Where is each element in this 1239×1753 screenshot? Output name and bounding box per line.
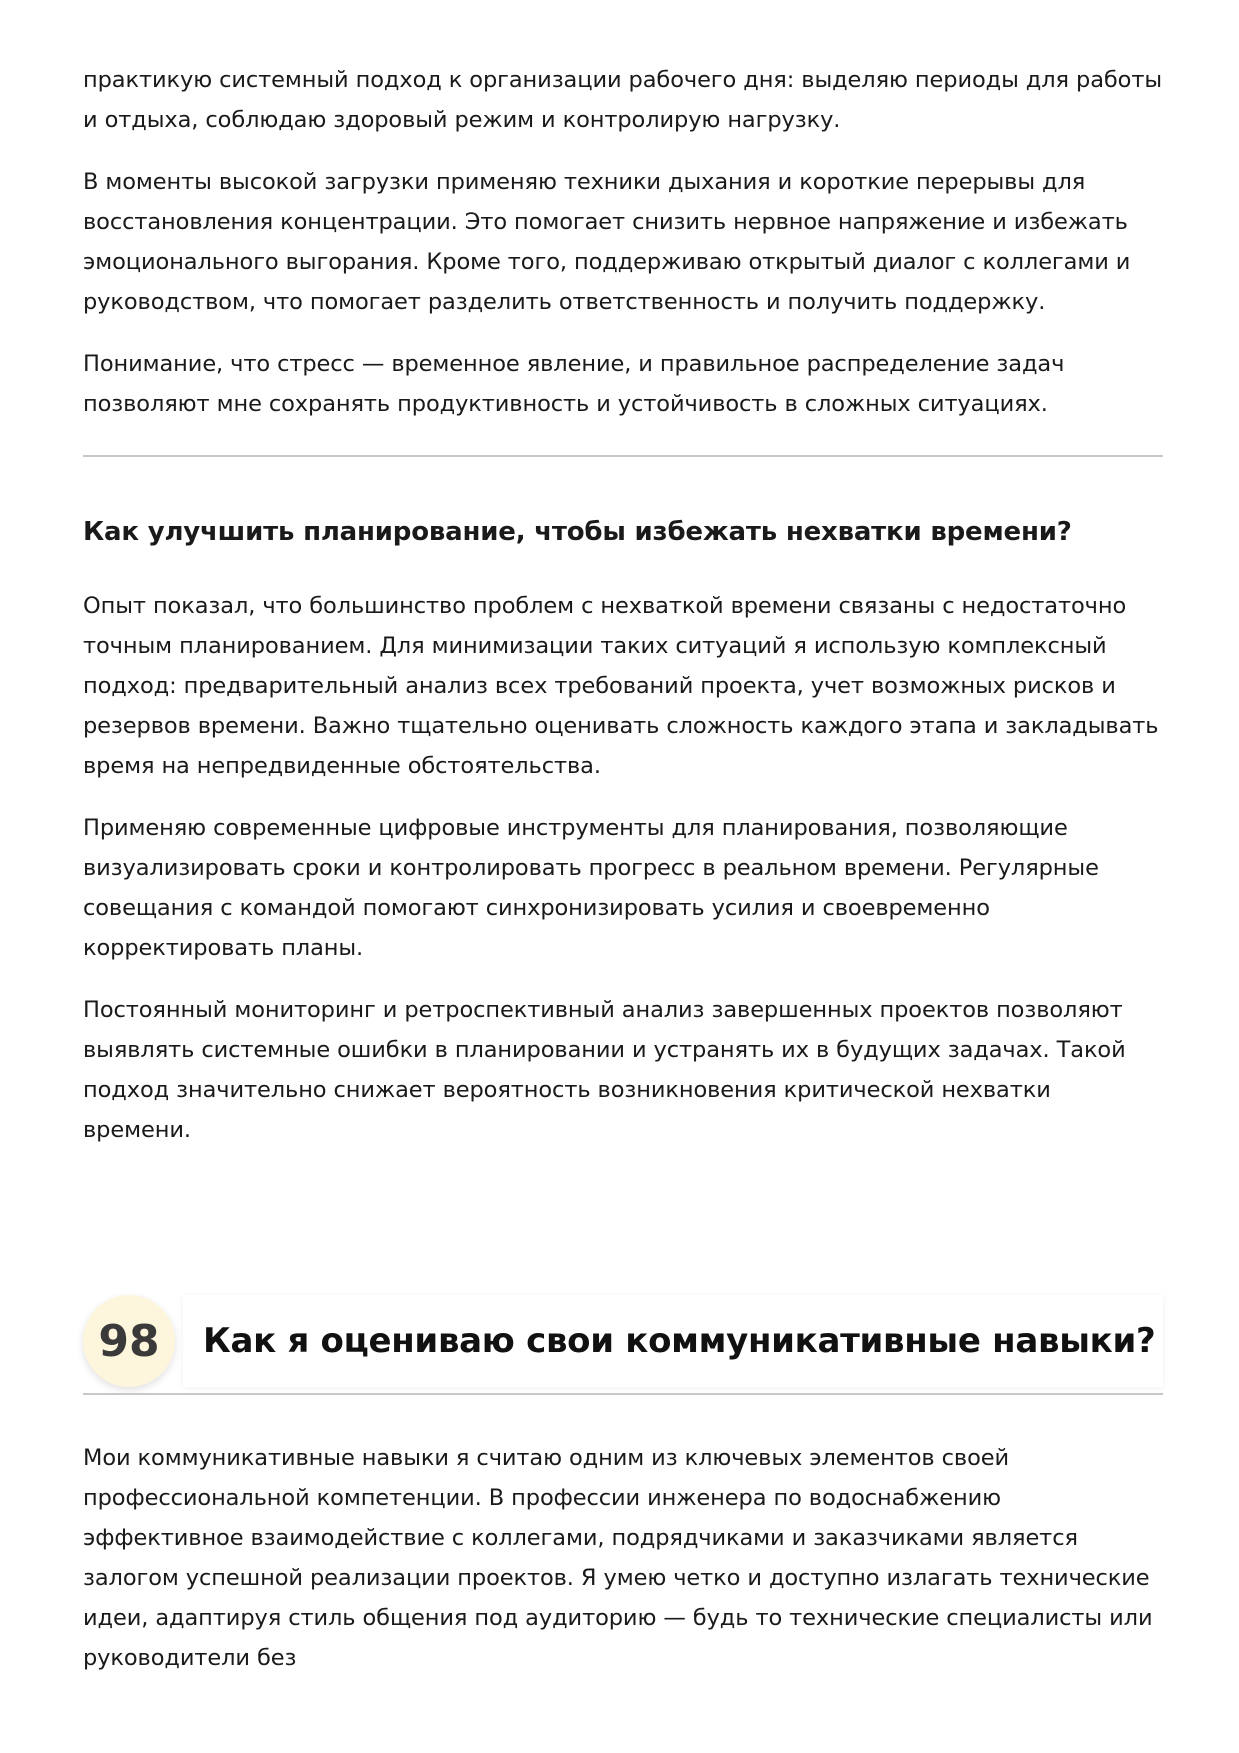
paragraph: Мои коммуникативные навыки я считаю одним из ключевых элементов своей профессиональной компетенции. В профессии инженера по водоснабжению эффективное взаимодействие с коллегами, подрядчиками и заказчиками является залогом успешной реализации проектов. Я умею четко и доступно излагать технические идеи, адаптируя стиль общения под аудиторию — будь то технические специалисты или руководители без — [83, 1445, 1153, 1671]
paragraph: Применяю современные цифровые инструменты для планирования, позволяющие визуализировать сроки и контролировать прогресс в реальном времени. Регулярные совещания с командой помогают синхронизировать усилия и своевременно корректировать планы. — [83, 815, 1099, 961]
question-title: Как я оцениваю свои коммуникативные навыки? — [183, 1295, 1163, 1387]
question-divider — [83, 1393, 1163, 1395]
paragraph: Опыт показал, что большинство проблем с нехваткой времени связаны с недостаточно точным планированием. Для минимизации таких ситуаций я использую комплексный подход: предварительный анализ всех требований проекта, учет возможных рисков и резервов времени. Важно тщательно оценивать сложность каждого этапа и закладывать время на непредвиденные обстоятельства. — [83, 593, 1159, 779]
planning-answer — [83, 586, 1163, 1150]
paragraph: Постоянный мониторинг и ретроспективный анализ завершенных проектов позволяют выявлять системные ошибки в планировании и устранять их в будущих задачах. Такой подход значительно снижает вероятность возникновения критической нехватки времени. — [83, 997, 1126, 1143]
section-divider — [83, 455, 1163, 457]
question-header — [83, 1295, 1163, 1395]
planning-subheading: Как улучшить планирование, чтобы избежать нехватки времени? — [83, 517, 1072, 547]
paragraph: В моменты высокой загрузки применяю техники дыхания и короткие перерывы для восстановления концентрации. Это помогает снизить нервное напряжение и избежать эмоционального выгорания. Кроме того, поддерживаю открытый диалог с коллегами и руководством, что помогает разделить ответственность и получить поддержку. — [83, 169, 1131, 315]
paragraph: Понимание, что стресс — временное явление, и правильное распределение задач позволяют мне сохранять продуктивность и устойчивость в сложных ситуациях. — [83, 351, 1065, 417]
stress-answer-continuation — [83, 60, 1163, 424]
question-number-badge: 98 — [83, 1295, 175, 1387]
paragraph: практикую системный подход к организации рабочего дня: выделяю периоды для работы и отдыха, соблюдаю здоровый режим и контролирую нагрузку. — [83, 67, 1163, 133]
question-answer — [83, 1438, 1163, 1678]
